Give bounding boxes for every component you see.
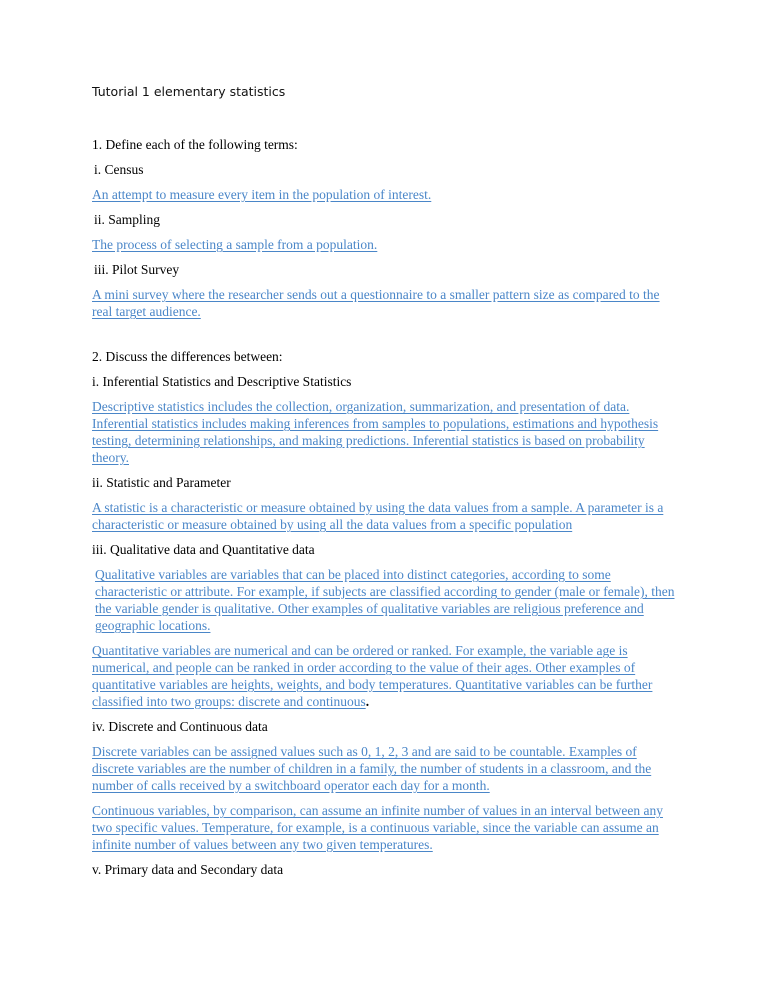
q1-term-census: i. Census bbox=[94, 162, 144, 177]
q2-answer-statistic-parameter: A statistic is a characteristic or measure obtained by using the data values from a sample. A parameter is a characteristic or measure obtained by using all the data values from a specific population bbox=[92, 500, 664, 532]
q1-answer-pilot-survey: A mini survey where the researcher sends out a questionnaire to a smaller pattern size as compared to the real target audience. bbox=[92, 287, 660, 319]
q1-answer-sampling: The process of selecting a sample from a population. bbox=[92, 237, 378, 252]
q2-topic-discrete-continuous: iv. Discrete and Continuous data bbox=[92, 719, 268, 734]
q2-answer-continuous: Continuous variables, by comparison, can assume an infinite number of values in an interval between any two specific values. Temperature, for example, is a continuous variable, since the variable can assume an infinite number of values between any two given temperatures. bbox=[92, 803, 663, 852]
question-2-prompt: 2. Discuss the differences between: bbox=[92, 349, 283, 364]
q1-answer-census: An attempt to measure every item in the population of interest. bbox=[92, 187, 432, 202]
document-title: Tutorial 1 elementary statistics bbox=[92, 84, 286, 99]
q1-term-sampling: ii. Sampling bbox=[94, 212, 161, 227]
spacer bbox=[92, 328, 676, 348]
trailing-period: . bbox=[365, 694, 370, 709]
q2-topic-statistic-parameter: ii. Statistic and Parameter bbox=[92, 475, 231, 490]
q2-topic-primary-secondary: v. Primary data and Secondary data bbox=[92, 862, 284, 877]
q2-answer-quantitative bbox=[92, 642, 676, 710]
question-1-prompt: 1. Define each of the following terms: bbox=[92, 137, 298, 152]
q2-answer-quantitative-text: Quantitative variables are numerical and can be ordered or ranked. For example, the variable age is numerical, and people can be ranked in order according to the value of their ages. Other examples of quantitative variables are heights, weights, and body temperatures. Quantitative variables can be further classified into two groups: discrete and continuous bbox=[92, 643, 653, 709]
q2-topic-qualitative-quantitative: iii. Qualitative data and Quantitative data bbox=[92, 542, 315, 557]
q2-answer-discrete: Discrete variables can be assigned values such as 0, 1, 2, 3 and are said to be countable. Examples of discrete variables are the number of children in a family, the number of students in a classroom, and the number of calls received by a switchboard operator each day for a month. bbox=[92, 744, 652, 793]
q2-answer-qualitative: Qualitative variables are variables that can be placed into distinct categories, according to some characteristic or attribute. For example, if subjects are classified according to gender (male or female), then the variable gender is qualitative. Other examples of qualitative variables are religious preference and geographic locations. bbox=[95, 567, 675, 633]
q1-term-pilot-survey: iii. Pilot Survey bbox=[94, 262, 180, 277]
q2-answer-inferential-descriptive: Descriptive statistics includes the collection, organization, summarization, and presentation of data. Inferential statistics includes making inferences from samples to populations, estimations and hypothesis testing, determining relationships, and making predictions. Inferential statistics is based on probability theory. bbox=[92, 399, 659, 465]
document-body bbox=[92, 136, 676, 886]
q2-topic-inferential-descriptive: i. Inferential Statistics and Descriptive Statistics bbox=[92, 374, 352, 389]
